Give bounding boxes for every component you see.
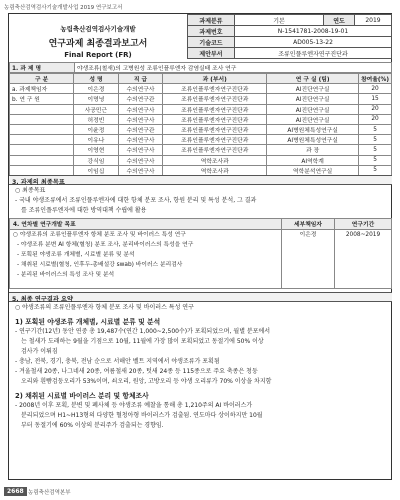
- col-header: 연 구 실 (팀): [267, 74, 359, 84]
- cell: 5: [359, 155, 392, 165]
- result-line: 분리되었으며 H1~H13형의 다양한 혈청아형 바이러스가 검출됨. 연도마다 상이하지만 10월: [21, 412, 263, 419]
- cell: 역학분석연구실: [267, 165, 359, 175]
- plan-content: [10, 230, 282, 289]
- cell: 5: [359, 165, 392, 175]
- cell: 사공민근: [74, 104, 118, 114]
- meta-value: 조류인플루엔자연구진단과: [235, 48, 392, 59]
- result-line: - 연구기간(12년) 동안 연중 총 19,487수(연간 1,000~2,500수)가 포획되었으며, 월별 분포에서: [15, 328, 271, 335]
- cell: a. 과제책임자: [10, 84, 74, 94]
- cell: 이윤정: [74, 124, 118, 134]
- meta-row: [188, 37, 392, 48]
- meta-row: [188, 48, 392, 59]
- cell: b. 연 구 원: [10, 94, 74, 104]
- plan-item: - 야생조류 분변 AI 항체(혈청) 분포 조사, 분리바이러스의 특성을 연구: [17, 242, 194, 248]
- meta-row: [188, 26, 392, 37]
- result-line: - 2008년 이후 포획, 분변 및 폐사체 등 야생조류 예찰을 통해 총 1,210주의 AI 바이러스가: [15, 402, 253, 409]
- result-1-title: 1) 포획된 야생조류 개체별, 시료별 분류 및 분석: [15, 318, 161, 326]
- cell: 조류인플루엔자연구진단과: [163, 84, 267, 94]
- cell: 수의연구사: [118, 145, 163, 155]
- plan-item: - 분리된 바이러스의 특성 조사 및 분석: [17, 272, 115, 278]
- cell: 수의연구관: [118, 124, 163, 134]
- meta-label: 과제번호: [188, 26, 235, 37]
- title-line-3: Final Report (FR): [64, 51, 132, 59]
- col-header: 성 명: [74, 74, 118, 84]
- cell: [10, 165, 74, 175]
- cell: [10, 155, 74, 165]
- cell: 조류인플루엔자연구진단과: [163, 145, 267, 155]
- cell: AI진단연구실: [267, 84, 359, 94]
- cell: 수의연구사: [118, 155, 163, 165]
- cell: 과 장: [267, 145, 359, 155]
- result-intro: ○ 야생조류의 조류인플루엔자 항체 분포 조사 및 바이러스 특성 연구: [15, 304, 194, 311]
- cell: 수의연구사: [118, 84, 163, 94]
- cell: 수의연구사: [118, 135, 163, 145]
- cell: AI병원체특성연구실: [267, 135, 359, 145]
- col-header: 구 분: [10, 74, 74, 84]
- goal-sub: ○ 최종목표: [15, 187, 46, 194]
- result-line: 는 철새가 도래하는 9월을 기점으로 10월, 11월에 가장 많이 포획되었고 동절기에 50% 이상: [21, 338, 264, 345]
- cell: 조류인플루엔자연구진단과: [163, 114, 267, 124]
- meta-value: 2019: [355, 15, 392, 26]
- cell: AI역학계: [267, 155, 359, 165]
- cell: [10, 104, 74, 114]
- cell: 이영현: [74, 145, 118, 155]
- result-line: - 겨울철새 20종, 나그네새 20종, 여름철새 20종, 텃새 24종 등 115종으로 주요 축종은 청둥: [15, 368, 258, 375]
- cell: 이은경: [74, 84, 118, 94]
- cell: [10, 145, 74, 155]
- meta-value: 기본: [235, 15, 324, 26]
- col-header: 연구기간: [335, 219, 392, 230]
- researcher-table: [9, 73, 392, 176]
- cell: 강식임: [74, 155, 118, 165]
- cell: [10, 135, 74, 145]
- cell: 5: [359, 135, 392, 145]
- cell: 조류인플루엔자연구진단과: [163, 94, 267, 104]
- cell: 수의연구사: [118, 165, 163, 175]
- project-title-row: [9, 62, 392, 73]
- title-line-1: 농림축산검역검사기술개발: [60, 25, 136, 33]
- cell: 20: [359, 84, 392, 94]
- meta-label: 기술코드: [188, 37, 235, 48]
- sec1-label: 1. 과 제 명: [10, 63, 75, 73]
- result-line: 부터 동절기에 60% 이상의 분리주가 검출되는 경향임.: [21, 422, 164, 429]
- table-row: [10, 104, 392, 114]
- cell: AI진단연구실: [267, 114, 359, 124]
- section-4-heading: 4. 연차별 연구개발 목표: [10, 219, 282, 230]
- cell: 20: [359, 104, 392, 114]
- table-row: [10, 135, 392, 145]
- col-header: 과 (부서): [163, 74, 267, 84]
- cell: 이명녕: [74, 94, 118, 104]
- plan-table: [9, 218, 392, 289]
- meta-value: N-1541781-2008-19-01: [235, 26, 392, 37]
- researcher-header-row: [10, 74, 392, 84]
- cell: 허정빈: [74, 114, 118, 124]
- meta-label: 연도: [324, 15, 355, 26]
- section-5-heading: 5. 최종 연구결과 요약: [9, 292, 392, 302]
- table-row: [10, 94, 392, 104]
- section-3-body: [9, 186, 392, 216]
- cell: 20: [359, 114, 392, 124]
- plan-item: - 채취된 시료별(혈청, 인후두-총배설강 swab) 바이러스 분리검사: [17, 262, 183, 268]
- cell: AI진단연구실: [267, 104, 359, 114]
- plan-header-row: [10, 219, 392, 230]
- goal-line: 를 조류인플루엔자에 대한 방역대책 수립에 활용: [21, 207, 147, 214]
- result-2-title: 2) 채취된 시료별 바이러스 분리 및 항체조사: [15, 392, 149, 400]
- col-header: 세부책임자: [282, 219, 335, 230]
- cell: 역학조사과: [163, 165, 267, 175]
- footer-org: 농림축산검역본부: [28, 490, 71, 496]
- plan-period: 2008~2019: [335, 230, 392, 289]
- table-row: [10, 84, 392, 94]
- cell: 역학조사과: [163, 155, 267, 165]
- meta-table: [187, 14, 392, 59]
- table-row: [10, 124, 392, 134]
- cell: 수의연구사: [118, 114, 163, 124]
- cell: AI병원체특성연구실: [267, 124, 359, 134]
- result-1-body: [15, 327, 386, 387]
- meta-row: [188, 15, 392, 26]
- cell: AI진단연구실: [267, 94, 359, 104]
- plan-row: [10, 230, 392, 289]
- plan-lead: ○ 야생조류의 조류인플루엔자 항체 분포 조사 및 바이러스 특성 연구: [13, 232, 186, 238]
- title-line-2: 연구과제 최종결과보고서: [48, 39, 148, 49]
- result-2-body: [15, 401, 386, 431]
- table-row: [10, 114, 392, 124]
- result-line: 오리와 흰뺨검둥오리가 53%이며, 쇠오리, 원앙, 고방오리 등 야생 오리류가 70% 이상을 차지함: [21, 378, 272, 385]
- cell: 5: [359, 145, 392, 155]
- cell: [10, 114, 74, 124]
- sec1-value: 야생조류(철새)의 고병원성 조류인플루엔자 감염실태 조사 연구: [75, 63, 392, 73]
- cell: 조류인플루엔자연구진단과: [163, 124, 267, 134]
- section-3-heading: 3. 과제의 최종목표: [9, 175, 392, 185]
- section-5-body: [9, 303, 392, 431]
- table-row: [10, 155, 392, 165]
- plan-item: - 포획된 야생조류 개체별, 시료별 분류 및 분석: [17, 252, 135, 258]
- cell: 조류인플루엔자연구진단과: [163, 135, 267, 145]
- goal-line: - 국내 야생조류에서 조류인플루엔자에 대한 항체 분포 조사, 항원 분리 및 특성 분석, 그 결과: [15, 197, 257, 204]
- cell: 15: [359, 94, 392, 104]
- cell: 이유나: [74, 135, 118, 145]
- page-footer: [0, 484, 400, 500]
- col-header: 직 급: [118, 74, 163, 84]
- table-row: [10, 165, 392, 175]
- page-header: 농림축산검역검사기술개발사업 2019 연구보고서: [4, 5, 123, 11]
- meta-label: 제안부서: [188, 48, 235, 59]
- report-frame: [8, 13, 392, 480]
- cell: [10, 124, 74, 134]
- cell: 수의연구사: [118, 104, 163, 114]
- meta-value: AD005-13-22: [235, 37, 392, 48]
- result-line: - 충남, 전북, 경기, 충북, 전남 순으로 서해안 벨트 지역에서 야생조류가 포획됨: [15, 358, 220, 365]
- table-row: [10, 145, 392, 155]
- cell: 조류인플루엔자연구진단과: [163, 104, 267, 114]
- cell: 이임십: [74, 165, 118, 175]
- col-header: 참여율(%): [359, 74, 392, 84]
- plan-person: 이은경: [282, 230, 335, 289]
- page-number: 2668: [4, 487, 27, 496]
- cell: 수의연구관: [118, 94, 163, 104]
- meta-label: 과제분류: [188, 15, 235, 26]
- result-line: 검사가 이뤄짐: [21, 348, 58, 355]
- cell: 5: [359, 124, 392, 134]
